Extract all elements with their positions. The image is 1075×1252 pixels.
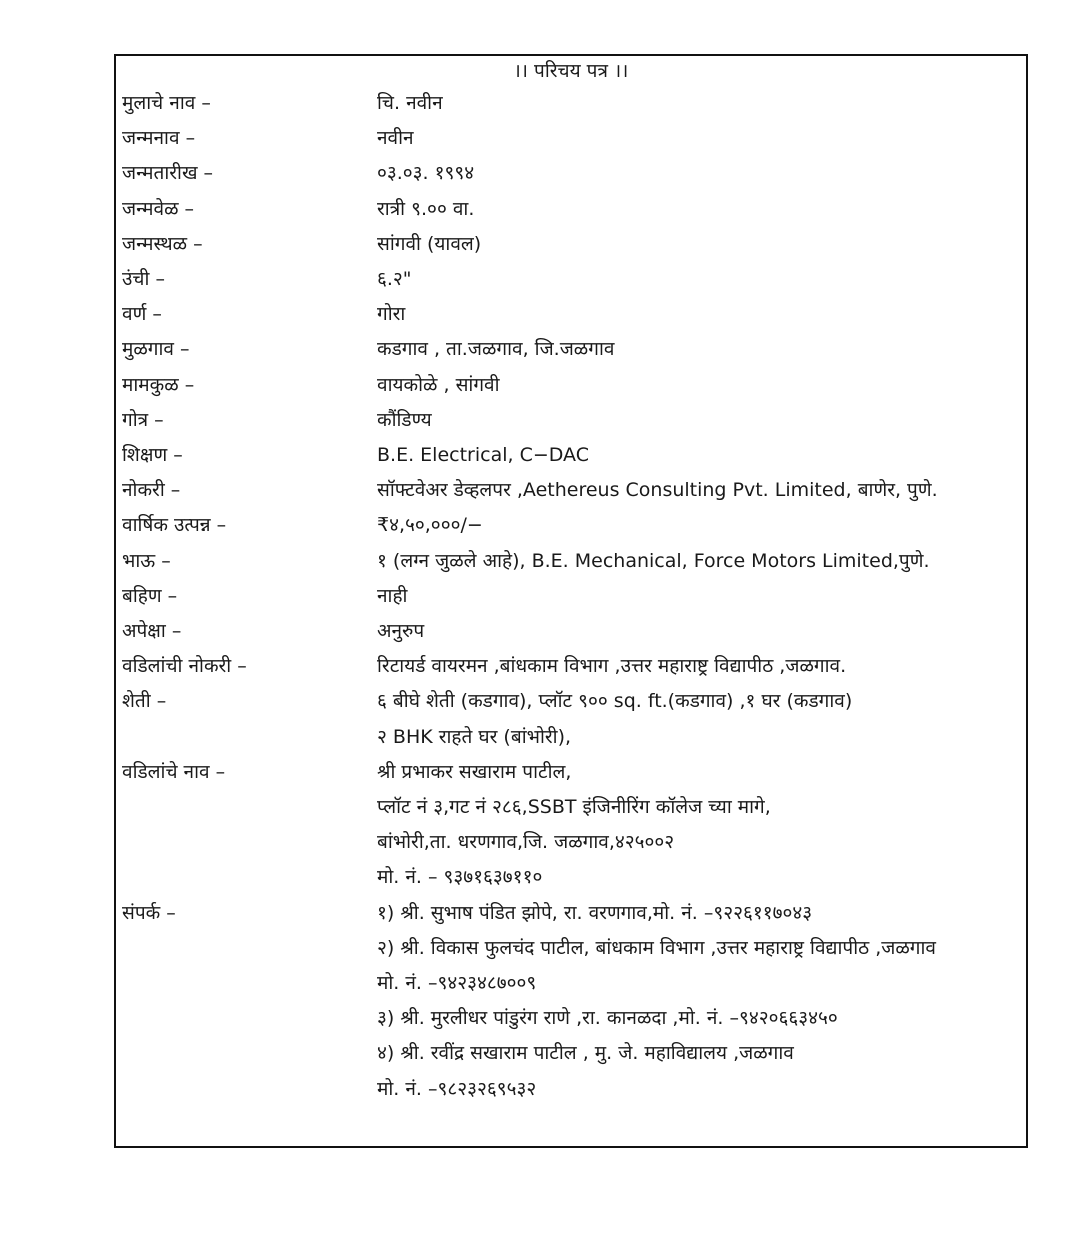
- field-value: चि. नवीन: [377, 92, 443, 114]
- biodata-row: [122, 686, 1022, 721]
- field-value: मो. नं. –९४२३४८७००९: [377, 972, 537, 994]
- field-label: जन्मवेळ –: [122, 197, 195, 220]
- biodata-row: [122, 194, 1022, 229]
- field-label: उंची –: [122, 268, 165, 290]
- field-value: ४) श्री. रवींद्र सखाराम पाटील , मु. जे. महाविद्यालय ,जळगाव: [377, 1042, 794, 1065]
- biodata-row: [122, 158, 1022, 193]
- biodata-row: [122, 123, 1022, 158]
- field-value: ६ बीघे शेती (कडगाव), प्लॉट ९०० sq. ft.(कडगाव) ,१ घर (कडगाव): [377, 690, 853, 713]
- biodata-row: [122, 334, 1022, 369]
- biodata-row: [122, 722, 1022, 757]
- biodata-row: [122, 264, 1022, 299]
- field-value: प्लॉट नं ३,गट नं २८६,SSBT इंजिनीरिंग कॉलेज च्या मागे,: [377, 796, 771, 818]
- biodata-row: [122, 1003, 1022, 1038]
- field-value: २) श्री. विकास फुलचंद पाटील, बांधकाम विभाग ,उत्तर महाराष्ट्र विद्यापीठ ,जळगाव: [377, 936, 936, 959]
- field-label: अपेक्षा –: [122, 620, 182, 642]
- biodata-row: [122, 1038, 1022, 1073]
- field-value: अनुरुप: [377, 620, 425, 642]
- biodata-row: [122, 229, 1022, 264]
- field-label: शेती –: [122, 690, 167, 713]
- field-value: गोरा: [377, 303, 406, 326]
- field-label: जन्मनाव –: [122, 127, 196, 150]
- biodata-row: [122, 581, 1022, 616]
- field-label: वडिलांची नोकरी –: [122, 655, 247, 678]
- biodata-row: [122, 88, 1022, 123]
- biodata-row: [122, 968, 1022, 1003]
- field-value: मो. नं. –९८२३२६९५३२: [377, 1077, 537, 1100]
- field-label: जन्मतारीख –: [122, 162, 214, 185]
- field-value: ३) श्री. मुरलीधर पांडुरंग राणे ,रा. कानळदा ,मो. नं. –९४२०६६३४५०: [377, 1007, 838, 1030]
- field-value: १) श्री. सुभाष पंडित झोपे, रा. वरणगाव,मो. नं. –९२२६११७०४३: [377, 901, 813, 924]
- biodata-row: [122, 616, 1022, 651]
- biodata-row: [122, 862, 1022, 897]
- field-value: वायकोळे , सांगवी: [377, 373, 500, 396]
- field-value: सांगवी (यावल): [377, 232, 482, 255]
- field-value: रिटायर्ड वायरमन ,बांधकाम विभाग ,उत्तर महाराष्ट्र विद्यापीठ ,जळगाव.: [377, 655, 847, 678]
- field-value: मो. नं. – ९३७१६३७११०: [377, 866, 543, 889]
- field-label: मामकुळ –: [122, 373, 195, 396]
- biodata-row: [122, 405, 1022, 440]
- field-label: मुलाचे नाव –: [122, 92, 211, 114]
- document-title: ।। परिचय पत्र ।।: [513, 60, 629, 82]
- field-label: बहिण –: [122, 584, 178, 607]
- field-value: ०३.०३. १९९४: [377, 162, 475, 185]
- field-value: कडगाव , ता.जळगाव, जि.जळगाव: [377, 338, 615, 361]
- biodata-row: [122, 898, 1022, 933]
- field-value: नवीन: [377, 127, 414, 150]
- field-label: भाऊ –: [122, 549, 171, 572]
- biodata-row: [122, 651, 1022, 686]
- field-label: वडिलांचे नाव –: [122, 760, 226, 783]
- field-value: १ (लग्न जुळले आहे), B.E. Mechanical, Force Motors Limited,पुणे.: [377, 549, 930, 572]
- field-value: कौंडिण्य: [377, 408, 432, 431]
- biodata-row: [122, 440, 1022, 475]
- field-label: जन्मस्थळ –: [122, 232, 203, 255]
- field-label: वर्ण –: [122, 303, 162, 326]
- field-value: ₹४,५०,०००/−: [377, 514, 483, 537]
- field-value: ६.२": [377, 268, 412, 290]
- field-label: मुळगाव –: [122, 338, 190, 361]
- biodata-row: [122, 792, 1022, 827]
- biodata-row: [122, 475, 1022, 510]
- biodata-row: [122, 510, 1022, 545]
- field-label: संपर्क –: [122, 901, 176, 924]
- field-value: B.E. Electrical, C−DAC: [377, 444, 589, 466]
- biodata-row: [122, 1074, 1022, 1109]
- biodata-row: [122, 933, 1022, 968]
- field-value: सॉफ्टवेअर डेव्हलपर ,Aethereus Consulting Pvt. Limited, बाणेर, पुणे.: [377, 479, 938, 502]
- field-value: बांभोरी,ता. धरणगाव,जि. जळगाव,४२५००२: [377, 831, 675, 854]
- field-value: श्री प्रभाकर सखाराम पाटील,: [377, 760, 572, 783]
- biodata-frame: [114, 54, 1028, 1148]
- biodata-row: [122, 827, 1022, 862]
- field-label: गोत्र –: [122, 408, 164, 431]
- field-value: रात्री ९.०० वा.: [377, 197, 475, 220]
- biodata-row: [122, 299, 1022, 334]
- field-value: २ BHK राहते घर (बांभोरी),: [377, 725, 572, 748]
- field-label: नोकरी –: [122, 479, 181, 502]
- biodata-row: [122, 757, 1022, 792]
- field-label: वार्षिक उत्पन्न –: [122, 514, 227, 537]
- field-value: नाही: [377, 584, 408, 607]
- field-label: शिक्षण –: [122, 444, 183, 466]
- biodata-row: [122, 546, 1022, 581]
- biodata-row: [122, 370, 1022, 405]
